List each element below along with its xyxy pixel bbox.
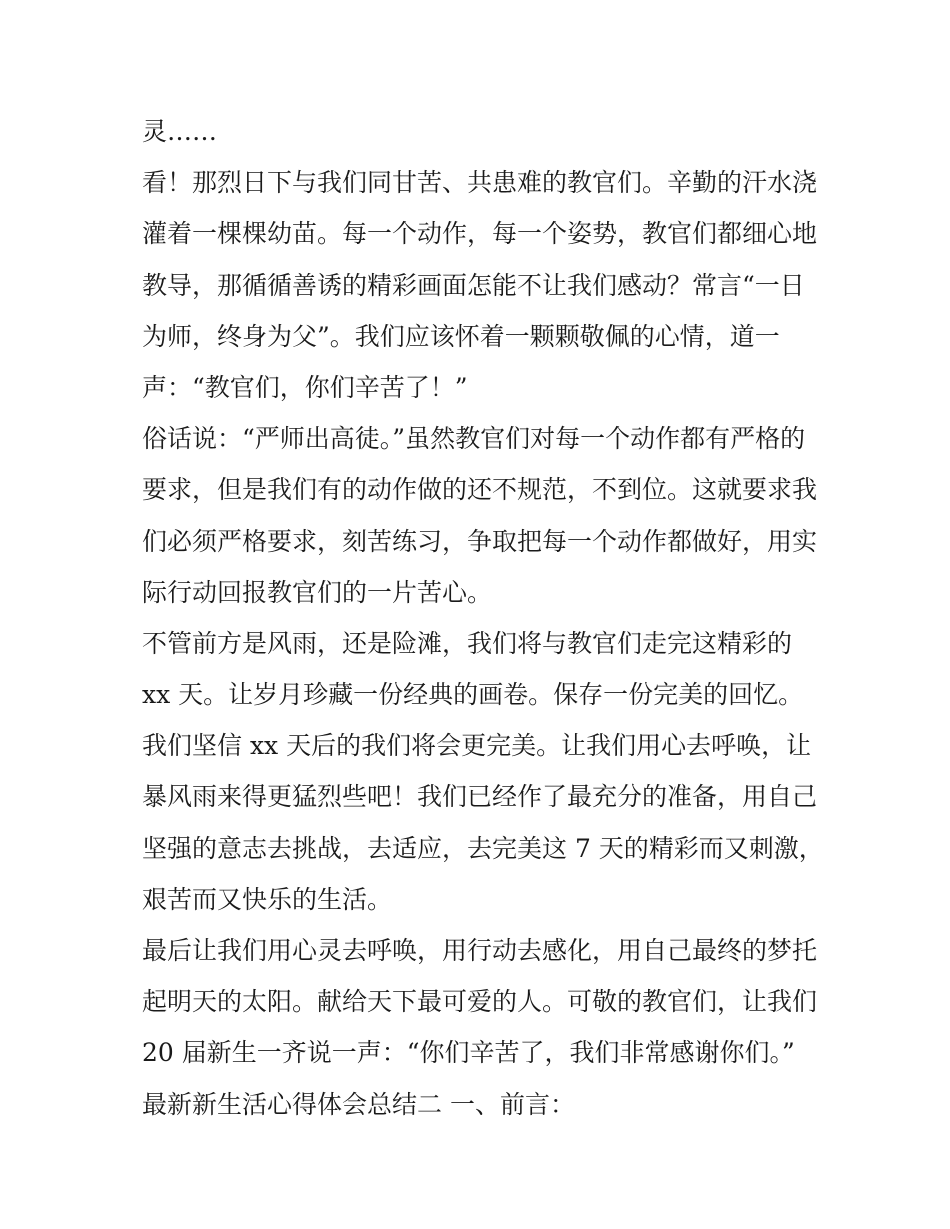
text-line: 坚强的意志去挑战，去适应，去完美这 7 天的精彩而又刺激，: [142, 833, 824, 863]
text-line: 要求，但是我们有的动作做的还不规范，不到位。这就要求我: [142, 475, 818, 505]
text-line: 艰苦而又快乐的生活。: [142, 884, 393, 914]
text-line: 20 届新生一齐说一声：“你们辛苦了，我们非常感谢你们。”: [142, 1038, 795, 1068]
text-line: 俗话说：“严师出高徒。”虽然教官们对每一个动作都有严格的: [142, 424, 806, 454]
text-line: 灵……: [142, 117, 218, 146]
document-body: [142, 106, 822, 1130]
text-line: 灌着一棵棵幼苗。每一个动作，每一个姿势，教官们都细心地: [142, 219, 818, 249]
text-line: 教导，那循循善诱的精彩画面怎能不让我们感动？常言“一日: [142, 270, 805, 300]
text-line: 我们坚信 xx 天后的我们将会更完美。让我们用心去呼唤，让: [142, 731, 812, 761]
text-line: 暴风雨来得更猛烈些吧！我们已经作了最充分的准备，用自己: [142, 782, 818, 812]
text-line: 们必须严格要求，刻苦练习，争取把每一个动作都做好，用实: [142, 526, 818, 556]
text-line: 最后让我们用心灵去呼唤，用行动去感化，用自己最终的梦托: [142, 936, 818, 965]
text-line: 为师，终身为父”。我们应该怀着一颗颗敬佩的心情，道一: [142, 321, 780, 351]
text-line: 起明天的太阳。献给天下最可爱的人。可敬的教官们，让我们: [142, 987, 818, 1017]
text-line: 际行动回报教官们的一片苦心。: [142, 577, 493, 607]
text-line: 最新新生活心得体会总结二 一、前言：: [142, 1089, 575, 1119]
text-line: 声：“教官们，你们辛苦了！”: [142, 372, 468, 402]
text-line: xx 天。让岁月珍藏一份经典的画卷。保存一份完美的回忆。: [142, 680, 804, 710]
text-line: 不管前方是风雨，还是险滩，我们将与教官们走完这精彩的: [142, 628, 793, 658]
text-line: 看！那烈日下与我们同甘苦、共患难的教官们。辛勤的汗水浇: [142, 168, 818, 198]
